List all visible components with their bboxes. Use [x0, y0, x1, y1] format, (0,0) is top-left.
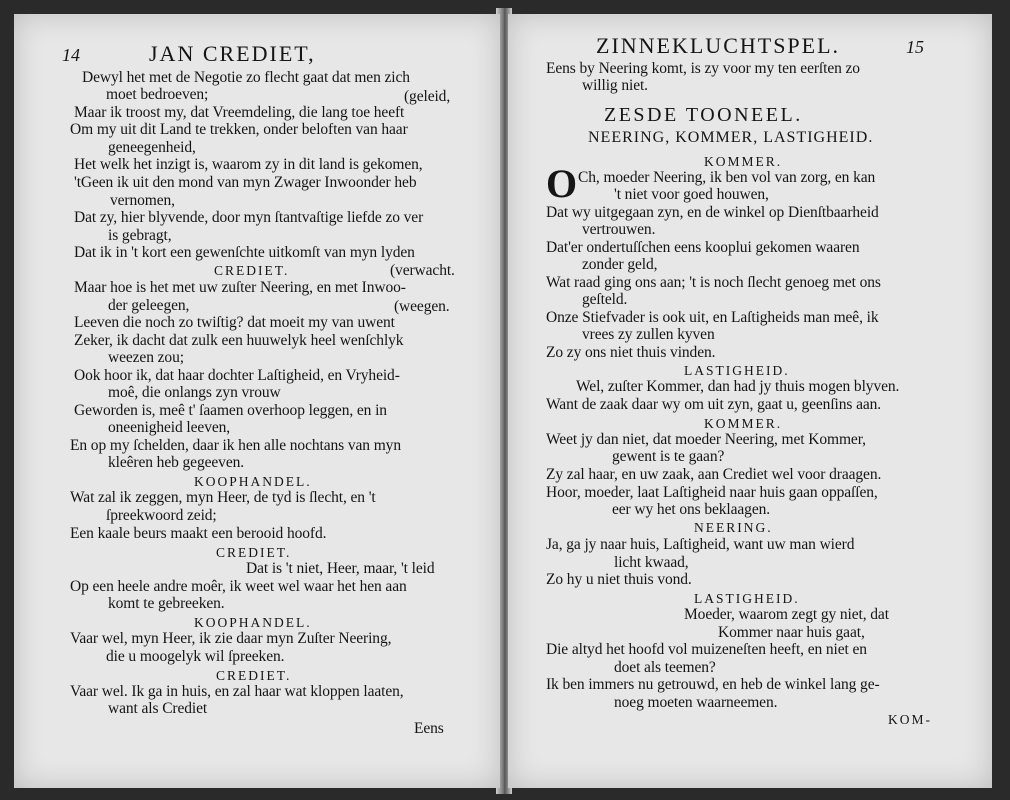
running-head: JAN CREDIET, — [149, 41, 316, 66]
text-line: geneegenheid, — [108, 139, 196, 156]
text-line: is gebragt, — [108, 227, 172, 244]
scene-title: ZESDE TOONEEL. — [604, 104, 803, 126]
catchword: KOM- — [888, 712, 932, 727]
speaker-label: NEERING. — [694, 520, 773, 535]
text-line: Dat wy uitgegaan zyn, en de winkel op Dienſtbaarheid — [546, 204, 879, 221]
text-line: moet bedroeven; — [106, 86, 209, 103]
text-line: Ja, ga jy naar huis, Laſtigheid, want uw man wierd — [546, 536, 855, 553]
text-line: Weet jy dan niet, dat moeder Neering, met Kommer, — [546, 431, 866, 448]
text-line: Wat zal ik zeggen, myn Heer, de tyd is ſlecht, en 't — [70, 489, 376, 506]
text-line: Ook hoor ik, dat haar dochter Laſtigheid, en Vryheid- — [74, 367, 400, 384]
text-line: En op my ſchelden, daar ik hen alle nochtans van myn — [70, 437, 401, 454]
text-line: Zo zy ons niet thuis vinden. — [546, 344, 716, 361]
text-line: kleêren heb gegeeven. — [108, 454, 245, 471]
text-line: doet als teemen? — [614, 659, 716, 676]
speaker-label: KOOPHANDEL. — [194, 474, 312, 489]
text-line: weezen zou; — [108, 349, 184, 366]
text-line: Dat zy, hier blyvende, door myn ſtantvaſtige liefde zo ver — [74, 209, 424, 226]
text-line: Dat'er ondertuſſchen eens kooplui gekomen waaren — [546, 239, 860, 256]
text-line: Ch, moeder Neering, ik ben vol van zorg, en kan — [578, 169, 876, 186]
right-page — [508, 14, 992, 788]
text-line: Het welk het inzigt is, waarom zy in dit land is gekomen, — [74, 156, 423, 173]
text-line: Om my uit dit Land te trekken, onder beloften van haar — [70, 121, 408, 138]
text-line: der geleegen, — [108, 297, 190, 314]
text-line: komt te gebreeken. — [108, 595, 225, 612]
text-line: 't niet voor goed houwen, — [614, 186, 769, 203]
text-line: Want de zaak daar wy om uit zyn, gaat u, geenſins aan. — [546, 396, 882, 413]
text-line: Die altyd het hoofd vol muizeneſten heeft, en niet en — [546, 641, 867, 658]
text-line: eer wy het ons beklaagen. — [612, 501, 771, 518]
text-line: vertrouwen. — [582, 221, 656, 238]
text-line: Vaar wel, myn Heer, ik zie daar myn Zuſter Neering, — [70, 630, 392, 647]
speaker-label: CREDIET. — [214, 263, 290, 278]
text-line: Wel, zuſter Kommer, dan had jy thuis mogen blyven. — [576, 378, 900, 395]
text-line: (weegen. — [394, 298, 450, 315]
text-line: geſteld. — [582, 291, 628, 308]
text-line: moê, die onlangs zyn vrouw — [108, 384, 281, 401]
text-line: Leeven die noch zo twiſtig? dat moeit my van uwent — [74, 314, 395, 331]
text-line: noeg moeten waarneemen. — [614, 694, 778, 711]
page-number: 14 — [62, 45, 80, 65]
text-line: Dat is 't niet, Heer, maar, 't leid — [246, 560, 435, 577]
text-line: gewent is te gaan? — [612, 448, 725, 465]
text-line: Wat raad ging ons aan; 't is noch ſlecht genoeg met ons — [546, 274, 881, 291]
text-line: Maar hoe is het met uw zuſter Neering, en met Inwoo- — [74, 279, 406, 296]
speaker-label: KOMMER. — [704, 416, 783, 431]
speaker-label: LASTIGHEID. — [684, 363, 790, 378]
text-line: Hoor, moeder, laat Laſtigheid naar huis gaan oppaſſen, — [546, 484, 878, 501]
text-line: Zo hy u niet thuis vond. — [546, 571, 692, 588]
text-line: Maar ik troost my, dat Vreemdeling, die lang toe heeft — [74, 104, 405, 121]
text-line: willig niet. — [582, 77, 648, 94]
speaker-label: CREDIET. — [216, 545, 292, 560]
text-line: Geworden is, meê t' ſaamen overhoop leggen, en in — [74, 402, 387, 419]
text-line: (geleid, — [404, 88, 451, 105]
speaker-label: CREDIET. — [216, 668, 292, 683]
text-line: Dewyl het met de Negotie zo flecht gaat dat men zich — [82, 69, 410, 86]
text-line: ſpreekwoord zeid; — [106, 507, 217, 524]
drop-cap: O — [546, 161, 578, 206]
text-line: Op een heele andre moêr, ik weet wel waar het hen aan — [70, 578, 407, 595]
speaker-label: KOOPHANDEL. — [194, 615, 312, 630]
text-line: Zeker, ik dacht dat zulk een huuwelyk heel wenſchlyk — [74, 332, 404, 349]
text-line: Eens by Neering komt, is zy voor my ten eerſten zo — [546, 60, 860, 77]
catchword: Eens — [414, 720, 444, 737]
text-line: oneenigheid leeven, — [108, 419, 231, 436]
speaker-label: LASTIGHEID. — [694, 591, 800, 606]
text-line: Onze Stiefvader is ook uit, en Laſtigheids man meê, ik — [546, 309, 879, 326]
text-line: Zy zal haar, en uw zaak, aan Crediet wel voor draagen. — [546, 466, 882, 483]
left-page — [14, 14, 500, 788]
text-line: vernomen, — [110, 192, 175, 209]
cast-list: NEERING, KOMMER, LASTIGHEID. — [588, 129, 874, 146]
text-line: (verwacht. — [390, 262, 455, 279]
text-line: Moeder, waarom zegt gy niet, dat — [684, 606, 889, 623]
text-line: Vaar wel. Ik ga in huis, en zal haar wat kloppen laaten, — [70, 683, 404, 700]
running-head: ZINNEKLUCHTSPEL. — [596, 33, 841, 58]
text-line: Ik ben immers nu getrouwd, en heb de winkel lang ge- — [546, 676, 880, 693]
text-line: Dat ik in 't kort een gewenſchte uitkomſt van myn lyden — [74, 244, 415, 261]
text-line: licht kwaad, — [614, 554, 689, 571]
speaker-label: KOMMER. — [704, 154, 783, 169]
text-line: Een kaale beurs maakt een berooid hoofd. — [70, 525, 327, 542]
text-line: 'tGeen ik uit den mond van myn Zwager Inwoonder heb — [74, 174, 417, 191]
text-line: vrees zy zullen kyven — [582, 326, 715, 343]
page-number: 15 — [906, 37, 924, 57]
text-line: zonder geld, — [582, 256, 658, 273]
text-line: die u moogelyk wil ſpreeken. — [106, 648, 285, 665]
text-line: Kommer naar huis gaat, — [718, 624, 865, 641]
text-line: want als Crediet — [108, 700, 208, 717]
